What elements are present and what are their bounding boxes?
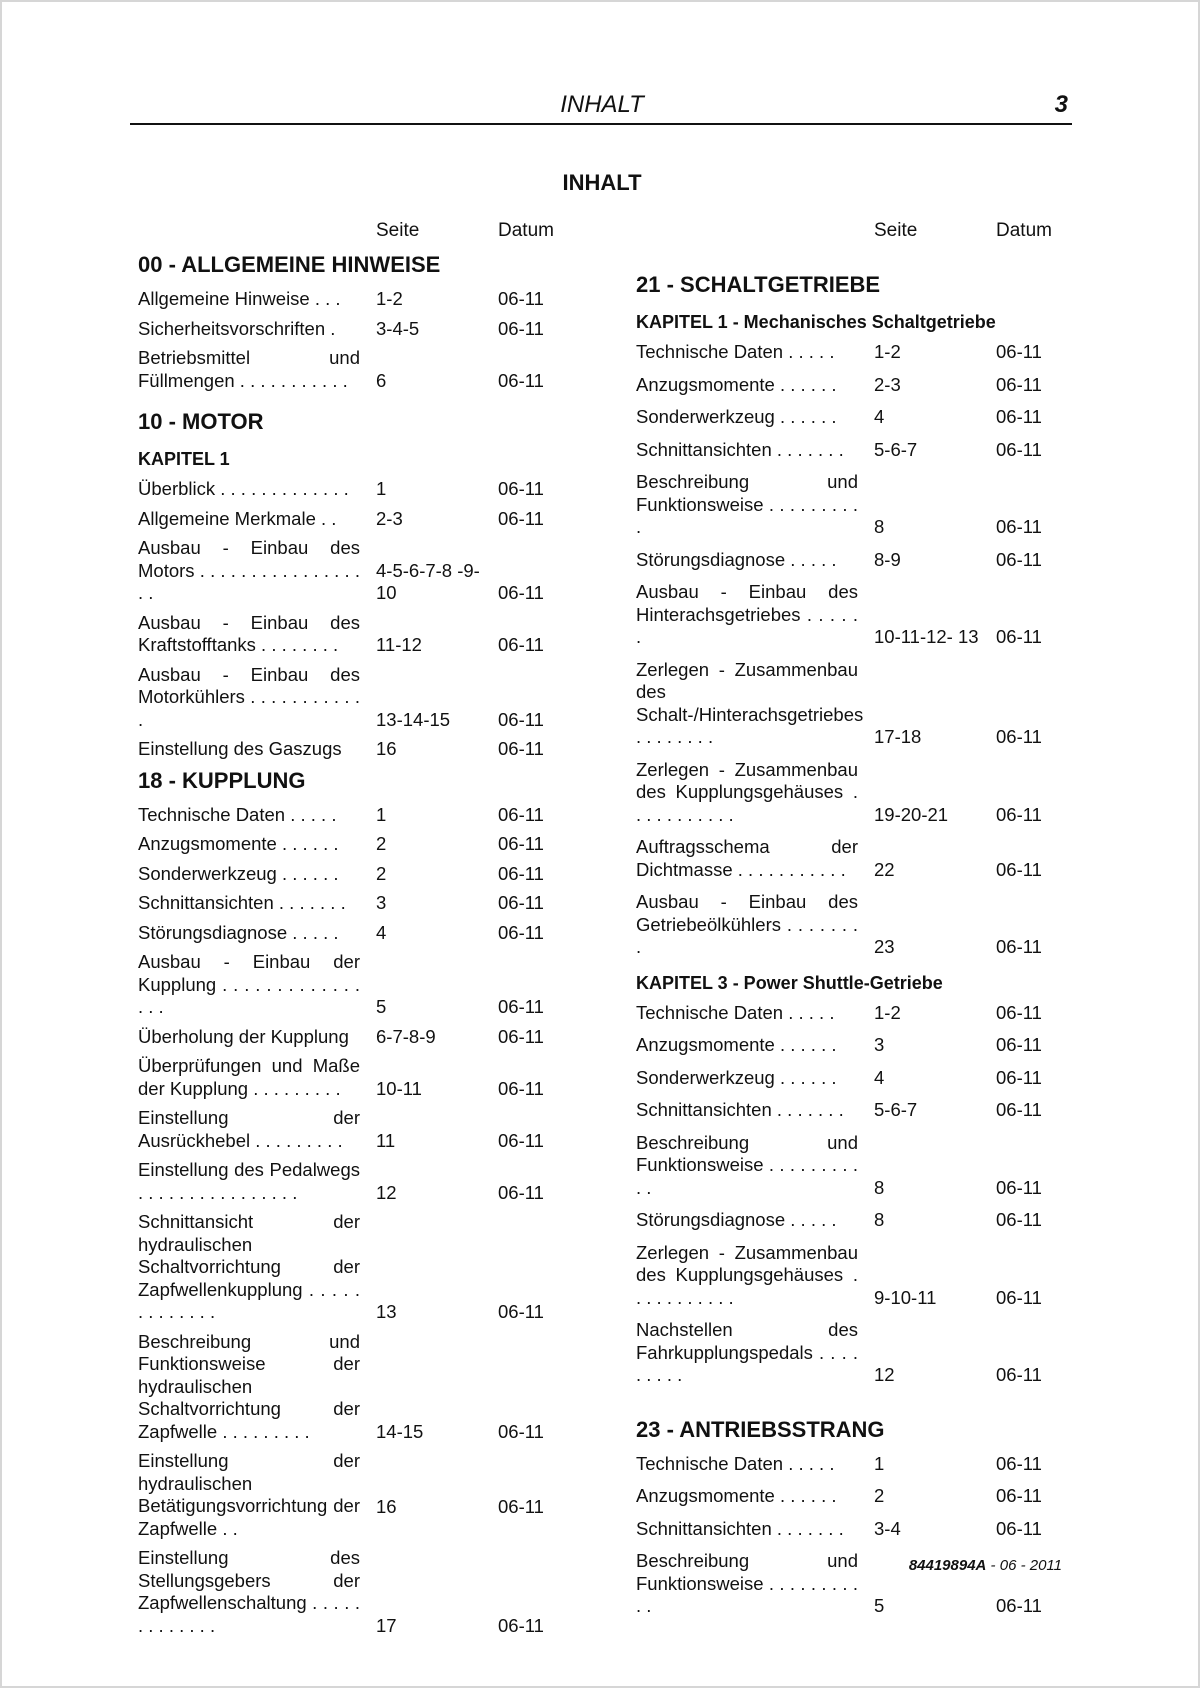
toc-entry bbox=[138, 347, 574, 392]
toc-entry-page: 12 bbox=[376, 1181, 397, 1203]
toc-entry-page: 1-2 bbox=[874, 341, 901, 362]
toc-entry-page: 17-18 bbox=[874, 726, 922, 747]
section-title: 23 - ANTRIEBSSTRANG bbox=[636, 1416, 885, 1442]
toc-entry-date: 06-11 bbox=[498, 862, 544, 884]
toc-entry-date: 06-11 bbox=[996, 1176, 1042, 1198]
toc-entry-date: 06-11 bbox=[498, 1077, 544, 1099]
toc-list bbox=[636, 341, 1072, 959]
toc-entry bbox=[138, 1331, 574, 1444]
toc-entry-date: 06-11 bbox=[996, 626, 1042, 647]
toc-entry bbox=[636, 1485, 1072, 1508]
toc-entry-label: Sonderwerkzeug . . . . . . bbox=[138, 862, 339, 884]
column-headers bbox=[636, 220, 1072, 242]
toc-entry bbox=[636, 1518, 1072, 1541]
toc-list bbox=[138, 478, 574, 761]
toc-entry bbox=[636, 1319, 1072, 1387]
toc-entry-date: 06-11 bbox=[996, 373, 1042, 395]
toc-entry-page: 17 bbox=[376, 1614, 397, 1636]
toc-list bbox=[138, 288, 574, 392]
toc-entry bbox=[138, 288, 574, 311]
toc-entry-date: 06-11 bbox=[996, 1517, 1042, 1539]
toc-entry-date: 06-11 bbox=[996, 1034, 1042, 1055]
toc-entry-date: 06-11 bbox=[996, 1209, 1042, 1230]
toc-entry-date: 06-11 bbox=[498, 1420, 544, 1442]
toc-entry-date: 06-11 bbox=[498, 288, 544, 309]
toc-entry bbox=[138, 738, 574, 761]
toc-entry bbox=[636, 1099, 1072, 1122]
toc-entry-page: 6 bbox=[376, 369, 387, 391]
toc-entry-date: 06-11 bbox=[498, 1025, 544, 1047]
toc-entry-date: 06-11 bbox=[996, 936, 1042, 957]
toc-entry bbox=[636, 836, 1072, 881]
toc-entry-date: 06-11 bbox=[996, 1066, 1042, 1088]
toc-entry-page: 10-11 bbox=[376, 1077, 422, 1099]
toc-entry-label: Schnittansicht der hydraulischen Schaltvorrichtung der Zapfwellenkupplung . . . . . . . . . . . . . bbox=[138, 1211, 360, 1322]
toc-entry bbox=[636, 581, 1072, 649]
toc-entry-page: 13-14-15 bbox=[376, 708, 451, 730]
toc-entry-date: 06-11 bbox=[996, 438, 1042, 460]
toc-entry-page: 2-3 bbox=[376, 507, 403, 529]
toc-entry bbox=[138, 612, 574, 657]
toc-entry-page: 2-3 bbox=[874, 373, 901, 395]
date-column-header: Datum bbox=[498, 220, 554, 241]
toc-entry-label: Anzugsmomente . . . . . . bbox=[138, 833, 339, 854]
document-date: - 06 - 2011 bbox=[986, 1557, 1062, 1574]
toc-entry-page: 12 bbox=[874, 1364, 895, 1385]
section-title: 21 - SCHALTGETRIEBE bbox=[636, 272, 881, 297]
toc-entry-page: 1 bbox=[376, 803, 387, 825]
toc-entry bbox=[138, 1159, 574, 1204]
toc-entry-label: Auftragsschema der Dichtmasse . . . . . . . . . . . bbox=[636, 836, 858, 880]
toc-list bbox=[138, 804, 574, 1638]
toc-entry-date: 06-11 bbox=[996, 1364, 1042, 1385]
toc-entry-page: 16 bbox=[376, 738, 397, 759]
toc-entry-page: 5-6-7 bbox=[874, 438, 918, 460]
toc-entry-date: 06-11 bbox=[996, 516, 1042, 537]
toc-entry bbox=[636, 549, 1072, 572]
toc-entry bbox=[138, 1026, 574, 1049]
toc-entry-label: Ausbau - Einbau der Kupplung . . . . . . . . . . . . . . . . bbox=[138, 951, 360, 1017]
toc-entry-page: 1 bbox=[376, 478, 387, 499]
toc-entry-page: 2 bbox=[376, 862, 387, 884]
toc-entry-page: 14-15 bbox=[376, 1420, 424, 1442]
toc-entry-date: 06-11 bbox=[498, 634, 544, 655]
toc-entry-label: Überholung der Kupplung bbox=[138, 1025, 349, 1047]
toc-entry-date: 06-11 bbox=[996, 803, 1042, 825]
toc-entry-date: 06-11 bbox=[996, 1485, 1042, 1506]
toc-entry-label: Ausbau - Einbau des Motors . . . . . . . . . . . . . . . . . . bbox=[138, 537, 360, 603]
toc-entry bbox=[636, 374, 1072, 397]
toc-entry bbox=[636, 659, 1072, 749]
document-code bbox=[909, 1557, 1062, 1574]
toc-entry bbox=[636, 341, 1072, 364]
section-title: 00 - ALLGEMEINE HINWEISE bbox=[138, 252, 441, 277]
toc-entry-page: 11 bbox=[376, 1129, 396, 1151]
toc-entry bbox=[636, 1209, 1072, 1232]
toc-entry-page: 23 bbox=[874, 936, 895, 957]
toc-entry bbox=[636, 1002, 1072, 1025]
toc-entry-page: 1-2 bbox=[874, 1001, 901, 1023]
toc-list bbox=[636, 1453, 1072, 1618]
toc-entry-label: Anzugsmomente . . . . . . bbox=[636, 373, 837, 395]
toc-entry-date: 06-11 bbox=[498, 833, 544, 854]
document-number: 84419894A bbox=[908, 1557, 987, 1574]
toc-entry-page: 2 bbox=[376, 833, 387, 854]
toc-entry-date: 06-11 bbox=[498, 478, 544, 499]
toc-entry-label: Einstellung des Pedalwegs . . . . . . . . . . . . . . . . bbox=[138, 1159, 360, 1203]
toc-entry-label: Ausbau - Einbau des Motorkühlers . . . . . . . . . . . . bbox=[138, 663, 360, 730]
toc-entry bbox=[138, 804, 574, 827]
chapter-title: KAPITEL 1 bbox=[138, 449, 230, 469]
toc-entry bbox=[138, 1547, 574, 1637]
toc-entry bbox=[138, 478, 574, 501]
toc-entry-label: Einstellung der hydraulischen Betätigungsvorrichtung der Zapfwelle . . bbox=[138, 1450, 360, 1539]
toc-entry-label: Beschreibung und Funktionsweise der hydraulischen Schaltvorrichtung der Zapfwelle . . . . . . . . . bbox=[138, 1330, 360, 1442]
toc-entry-date: 06-11 bbox=[498, 507, 544, 529]
toc-entry bbox=[138, 922, 574, 945]
toc-entry bbox=[138, 863, 574, 886]
toc-entry bbox=[138, 833, 574, 856]
toc-entry-page: 3-4-5 bbox=[376, 317, 420, 339]
toc-entry-label: Einstellung der Ausrückhebel . . . . . . . . . bbox=[138, 1107, 360, 1151]
toc-entry-page: 4 bbox=[874, 1066, 885, 1088]
toc-entry-date: 06-11 bbox=[996, 1452, 1042, 1474]
toc-entry-label: Zerlegen - Zusammenbau des Kupplungsgehäuses . . . . . . . . . . . bbox=[636, 758, 858, 825]
toc-entry-date: 06-11 bbox=[498, 803, 544, 825]
toc-entry bbox=[636, 471, 1072, 539]
toc-entry bbox=[138, 318, 574, 341]
toc-entry-label: Ausbau - Einbau des Kraftstofftanks . . . . . . . . bbox=[138, 611, 360, 655]
toc-entry-label: Einstellung des Gaszugs bbox=[138, 738, 342, 759]
toc-entry-label: Schnittansichten . . . . . . . bbox=[138, 892, 346, 913]
toc-entry bbox=[636, 1453, 1072, 1476]
toc-entry-label: Beschreibung und Funktionsweise . . . . . . . . . . bbox=[636, 471, 858, 537]
toc-entry bbox=[138, 508, 574, 531]
toc-entry-page: 4-5-6-7-8 -9-10 bbox=[376, 559, 480, 603]
toc-entry-label: Störungsdiagnose . . . . . bbox=[636, 548, 837, 570]
chapter-title: KAPITEL 1 - Mechanisches Schaltgetriebe bbox=[636, 312, 996, 332]
toc-entry-page: 1 bbox=[874, 1452, 885, 1474]
toc-entry-label: Anzugsmomente . . . . . . bbox=[636, 1485, 837, 1506]
toc-entry-date: 06-11 bbox=[498, 921, 544, 943]
toc-entry-date: 06-11 bbox=[996, 341, 1042, 362]
page-title: INHALT bbox=[562, 170, 642, 195]
toc-entry-page: 3-4 bbox=[874, 1517, 901, 1539]
toc-entry-label: Überprüfungen und Maße der Kupplung . . . . . . . . . bbox=[138, 1055, 360, 1099]
section-title: 18 - KUPPLUNG bbox=[138, 767, 306, 793]
toc-entry-date: 06-11 bbox=[996, 1099, 1042, 1120]
toc-entry-date: 06-11 bbox=[498, 892, 544, 913]
toc-entry-page: 5-6-7 bbox=[874, 1099, 918, 1120]
date-column-header: Datum bbox=[996, 220, 1052, 241]
toc-entry-page: 4 bbox=[376, 921, 387, 943]
toc-entry-page: 10-11-12- 13 bbox=[874, 626, 979, 647]
toc-entry-page: 6-7-8-9 bbox=[376, 1025, 436, 1047]
toc-entry-date: 06-11 bbox=[498, 1301, 544, 1322]
toc-entry-page: 8 bbox=[874, 1209, 885, 1230]
section-title: 10 - MOTOR bbox=[138, 409, 264, 434]
header-rule bbox=[130, 123, 1072, 125]
toc-entry-label: Zerlegen - Zusammenbau des Schalt-/Hinterachsgetriebes . . . . . . . . bbox=[636, 658, 864, 747]
toc-entry-label: Einstellung des Stellungsgebers der Zapfwellenschaltung . . . . . . . . . . . . . bbox=[138, 1547, 360, 1636]
toc-entry-page: 9-10-11 bbox=[874, 1286, 937, 1308]
toc-entry-label: Betriebsmittel und Füllmengen . . . . . . . . . . . bbox=[138, 347, 360, 391]
toc-entry-date: 06-11 bbox=[996, 1595, 1042, 1616]
toc-entry-date: 06-11 bbox=[996, 406, 1042, 427]
toc-entry-label: Sonderwerkzeug . . . . . . bbox=[636, 1066, 837, 1088]
toc-entry-date: 06-11 bbox=[498, 1614, 544, 1636]
chapter-title: KAPITEL 3 - Power Shuttle-Getriebe bbox=[636, 972, 943, 993]
toc-entry bbox=[138, 892, 574, 915]
toc-entry-page: 22 bbox=[874, 858, 895, 880]
toc-entry-page: 13 bbox=[376, 1301, 397, 1322]
toc-entry-label: Allgemeine Hinweise . . . bbox=[138, 288, 341, 309]
toc-entry-date: 06-11 bbox=[498, 1129, 544, 1151]
toc-entry bbox=[138, 1055, 574, 1100]
toc-entry-label: Sicherheitsvorschriften . bbox=[138, 317, 336, 339]
toc-entry-page: 2 bbox=[874, 1485, 885, 1506]
toc-entry-page: 4 bbox=[874, 406, 885, 427]
toc-entry-label: Ausbau - Einbau des Getriebeölkühlers . . . . . . . . bbox=[636, 891, 858, 957]
page-column-header: Seite bbox=[874, 220, 918, 241]
toc-entry-date: 06-11 bbox=[498, 708, 544, 730]
toc-entry-label: Schnittansichten . . . . . . . bbox=[636, 438, 844, 460]
toc-entry-label: Störungsdiagnose . . . . . bbox=[636, 1209, 837, 1230]
toc-entry-label: Technische Daten . . . . . bbox=[138, 803, 337, 825]
toc-entry-date: 06-11 bbox=[498, 738, 544, 759]
toc-entry-date: 06-11 bbox=[498, 582, 544, 603]
toc-entry-label: Sonderwerkzeug . . . . . . bbox=[636, 406, 837, 427]
toc-entry bbox=[138, 1211, 574, 1324]
toc-entry-date: 06-11 bbox=[996, 726, 1042, 747]
running-header-title: INHALT bbox=[560, 91, 644, 118]
toc-entry-label: Technische Daten . . . . . bbox=[636, 341, 835, 362]
toc-entry-page: 19-20-21 bbox=[874, 803, 949, 825]
toc-entry bbox=[138, 1450, 574, 1540]
toc-entry bbox=[636, 759, 1072, 827]
toc-entry bbox=[636, 1034, 1072, 1057]
toc-entry-date: 06-11 bbox=[996, 1286, 1042, 1308]
column-headers bbox=[138, 220, 574, 242]
toc-entry bbox=[636, 439, 1072, 462]
toc-entry-date: 06-11 bbox=[996, 1001, 1042, 1023]
toc-entry-page: 8 bbox=[874, 516, 885, 537]
toc-entry bbox=[636, 1067, 1072, 1090]
toc-entry bbox=[138, 664, 574, 732]
toc-entry-label: Schnittansichten . . . . . . . bbox=[636, 1517, 844, 1539]
toc-entry-date: 06-11 bbox=[996, 548, 1042, 570]
toc-entry-page: 3 bbox=[874, 1034, 885, 1055]
toc-left-column bbox=[138, 220, 574, 1644]
toc-entry-label: Technische Daten . . . . . bbox=[636, 1001, 835, 1023]
toc-entry-label: Zerlegen - Zusammenbau des Kupplungsgehäuses . . . . . . . . . . . bbox=[636, 1241, 858, 1308]
toc-entry-label: Beschreibung und Funktionsweise . . . . . . . . . . . bbox=[636, 1550, 858, 1616]
toc-entry-page: 1-2 bbox=[376, 288, 403, 309]
toc-entry-date: 06-11 bbox=[498, 369, 544, 391]
page-column-header: Seite bbox=[376, 220, 420, 241]
toc-entry-label: Beschreibung und Funktionsweise . . . . . . . . . . . bbox=[636, 1131, 858, 1198]
toc-entry-label: Nachstellen des Fahrkupplungspedals . . . . . . . . . bbox=[636, 1319, 858, 1385]
toc-entry-label: Ausbau - Einbau des Hinterachsgetriebes . . . . . . bbox=[636, 581, 858, 647]
page-number: 3 bbox=[1054, 91, 1068, 118]
toc-entry-label: Allgemeine Merkmale . . bbox=[138, 507, 337, 529]
toc-entry-label: Überblick . . . . . . . . . . . . . bbox=[138, 478, 349, 499]
toc-entry bbox=[636, 1132, 1072, 1200]
toc-entry-page: 3 bbox=[376, 892, 387, 913]
toc-entry bbox=[138, 951, 574, 1019]
toc-entry-page: 8 bbox=[874, 1176, 885, 1198]
toc-right-column bbox=[636, 220, 1072, 1628]
toc-entry-label: Störungsdiagnose . . . . . bbox=[138, 921, 339, 943]
toc-entry-date: 06-11 bbox=[498, 1495, 544, 1517]
toc-entry-date: 06-11 bbox=[996, 858, 1042, 880]
toc-entry bbox=[636, 891, 1072, 959]
toc-entry-page: 16 bbox=[376, 1495, 397, 1517]
toc-entry-page: 8-9 bbox=[874, 548, 901, 570]
toc-entry-label: Schnittansichten . . . . . . . bbox=[636, 1099, 844, 1120]
toc-entry bbox=[636, 406, 1072, 429]
toc-list bbox=[636, 1002, 1072, 1387]
toc-entry bbox=[636, 1242, 1072, 1310]
toc-entry-date: 06-11 bbox=[498, 1181, 544, 1203]
toc-entry-date: 06-11 bbox=[498, 317, 544, 339]
toc-entry-label: Technische Daten . . . . . bbox=[636, 1452, 835, 1474]
toc-entry-label: Anzugsmomente . . . . . . bbox=[636, 1034, 837, 1055]
toc-entry bbox=[138, 1107, 574, 1152]
toc-entry-date: 06-11 bbox=[498, 996, 544, 1017]
toc-entry bbox=[138, 537, 574, 605]
toc-entry-page: 5 bbox=[874, 1595, 885, 1616]
toc-entry-page: 5 bbox=[376, 996, 387, 1017]
toc-entry-page: 11-12 bbox=[376, 634, 422, 655]
